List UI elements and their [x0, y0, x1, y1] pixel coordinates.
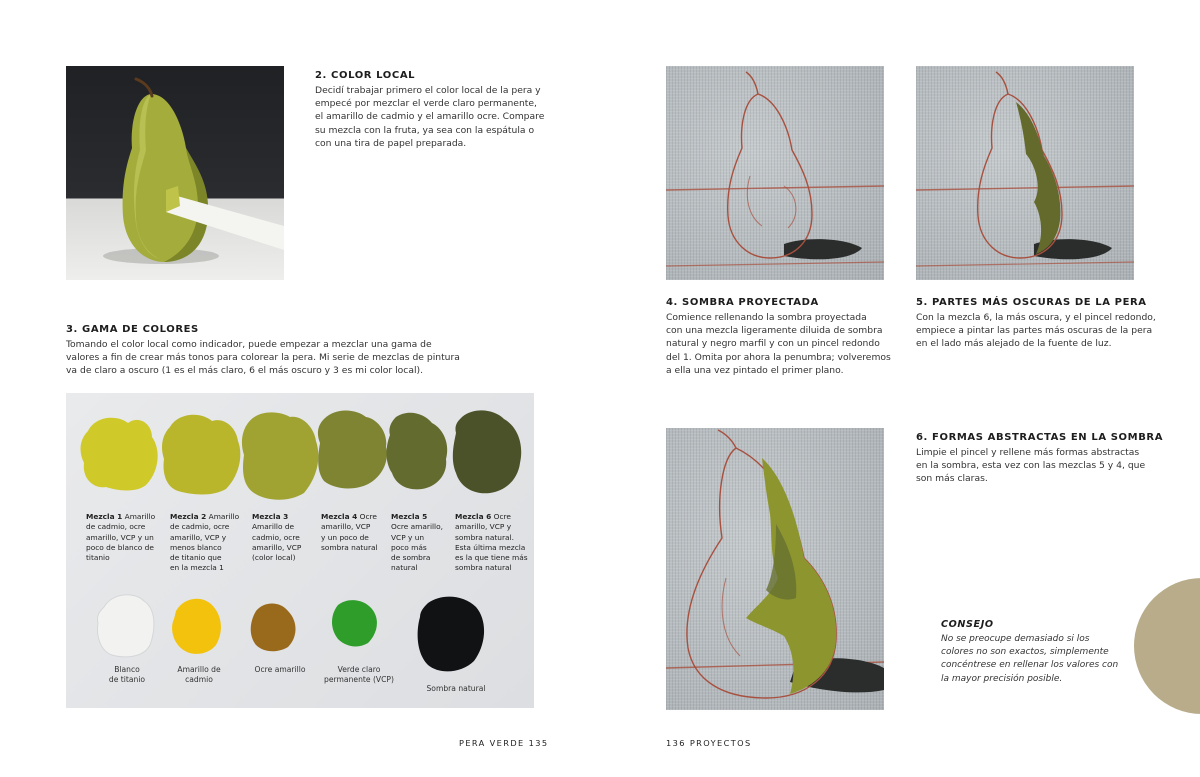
mix-4-swatch	[318, 411, 387, 489]
caption-line: poco de blanco de	[86, 542, 154, 552]
tip-text	[941, 633, 1121, 686]
section-6-text	[916, 446, 1156, 486]
section-4-heading: 4. SOMBRA PROYECTADA	[666, 297, 819, 308]
caption-line: Mezcla 3	[252, 512, 289, 521]
decorative-circle	[1134, 578, 1200, 714]
section-4-text	[666, 311, 896, 377]
text-line: la mayor precisión posible.	[941, 673, 1063, 684]
caption-line: Mezcla 2 Amarillo	[170, 512, 240, 521]
mix-2-swatch	[162, 415, 240, 495]
raw-umber-blob	[418, 597, 484, 672]
caption-line: de sombra	[391, 553, 431, 563]
section-6-heading: 6. FORMAS ABSTRACTAS EN LA SOMBRA	[916, 432, 1164, 443]
text-line: No se preocupe demasiado si los	[941, 634, 1090, 644]
caption-line: VCP y un	[391, 532, 425, 542]
step-4-canvas-photo	[666, 66, 884, 280]
text-line: Con la mezcla 6, la más oscura, y el pincel redondo,	[916, 312, 1156, 323]
caption-line: en la mezcla 1	[170, 563, 224, 573]
caption-line: Esta última mezcla	[455, 542, 526, 552]
raw-umber-caption	[416, 684, 496, 694]
text-line: en la sombra, esta vez con las mezclas 5 y 4, que	[916, 460, 1146, 472]
section-5-text	[916, 311, 1156, 351]
text-line: empecé por mezclar el verde claro permanente,	[315, 98, 537, 110]
mix-swatches	[66, 393, 534, 513]
cadmium-yellow-caption	[164, 665, 234, 686]
caption-line: Mezcla 4 Ocre	[321, 512, 377, 521]
text-line: su mezcla con la fruta, ya sea con la espátula o	[315, 124, 535, 136]
caption-line: Mezcla 6 Ocre	[455, 512, 511, 521]
caption-line: de cadmio, ocre	[170, 522, 230, 532]
caption-line: de titanio	[108, 675, 146, 685]
caption-line: Amarillo de	[177, 665, 221, 674]
pear-illustration	[66, 66, 284, 280]
mix-5-swatch	[387, 413, 448, 490]
yellow-ochre-blob	[251, 604, 296, 652]
section-2-text	[315, 84, 545, 150]
pear-sketch-dark-side	[916, 66, 1134, 280]
text-line: valores a fin de crear más tonos para colorear la pera. Mi serie de mezclas de pintura	[66, 352, 460, 364]
permanent-light-green-caption	[314, 665, 404, 686]
mix-1-caption	[86, 512, 166, 563]
caption-line: menos blanco	[170, 542, 222, 552]
caption-line: poco más	[391, 542, 427, 552]
right-page-folio: 136 PROYECTOS	[666, 738, 752, 748]
text-line: a ella una vez pintado el primer plano.	[666, 364, 844, 376]
mix-5-caption	[391, 512, 455, 574]
caption-line: Ocre amarillo	[254, 665, 306, 674]
caption-line: Ocre amarillo,	[391, 522, 443, 532]
caption-line: sombra natural	[455, 563, 512, 573]
titanium-white-caption	[92, 665, 162, 686]
caption-line: amarillo, VCP	[252, 542, 302, 552]
caption-line: Sombra natural	[426, 684, 486, 693]
mix-6-swatch	[453, 410, 521, 493]
caption-line: amarillo, VCP y	[170, 532, 227, 542]
mix-2-caption	[170, 512, 248, 574]
text-line: con una mezcla ligeramente diluida de sombra	[666, 325, 883, 337]
caption-line: sombra natural.	[455, 532, 514, 542]
text-line: el amarillo de cadmio y el amarillo ocre. Compare	[315, 111, 545, 123]
text-line: empiece a pintar las partes más oscuras de la pera	[916, 325, 1153, 337]
pear-color-check-photo	[66, 66, 284, 280]
caption-line: amarillo, VCP y	[455, 522, 512, 532]
mix-3-caption	[252, 512, 322, 563]
text-line: Tomando el color local como indicador, puede empezar a mezclar una gama de	[66, 339, 432, 350]
left-page-folio: PERA VERDE 135	[459, 738, 549, 748]
caption-line: de titanio que	[170, 553, 222, 563]
caption-line: Blanco	[114, 665, 140, 674]
caption-line: (color local)	[252, 553, 296, 563]
caption-line: permanente (VCP)	[324, 675, 394, 685]
caption-line: amarillo, VCP y un	[86, 532, 154, 542]
mix-6-caption	[455, 512, 533, 574]
text-line: natural y negro marfil y con un pincel redondo	[666, 338, 880, 350]
cadmium-yellow-blob	[172, 599, 221, 654]
tip-title: CONSEJO	[941, 619, 994, 630]
text-line: son más claras.	[916, 473, 988, 485]
text-line: con una tira de papel preparada.	[315, 137, 467, 149]
text-line: colores no son exactos, simplemente	[941, 647, 1109, 658]
mix-3-swatch	[242, 412, 318, 499]
caption-line: cadmio, ocre	[252, 532, 300, 542]
caption-line: Mezcla 5	[391, 512, 428, 521]
caption-line: amarillo, VCP	[321, 522, 371, 532]
text-line: Limpie el pincel y rellene más formas abstractas	[916, 447, 1140, 458]
caption-line: es la que tiene más	[455, 553, 528, 563]
text-line: del 1. Omita por ahora la penumbra; volveremos	[666, 351, 891, 363]
mix-1-swatch	[81, 418, 158, 491]
color-range-photo	[66, 393, 534, 708]
caption-line: de cadmio, ocre	[86, 522, 146, 532]
step-6-canvas-photo	[666, 428, 884, 710]
text-line: Comience rellenando la sombra proyectada	[666, 312, 867, 323]
titanium-white-blob	[97, 595, 153, 657]
caption-line: Amarillo de	[252, 522, 295, 532]
text-line: va de claro a oscuro (1 es el más claro, 6 el más oscuro y 3 es mi color local).	[66, 365, 424, 377]
mix-4-caption	[321, 512, 389, 553]
text-line: en el lado más alejado de la fuente de luz.	[916, 338, 1112, 350]
section-5-heading: 5. PARTES MÁS OSCURAS DE LA PERA	[916, 297, 1147, 308]
text-line: Decidí trabajar primero el color local de la pera y	[315, 85, 541, 96]
section-3-text	[66, 338, 506, 378]
caption-line: cadmio	[185, 675, 213, 685]
text-line: concéntrese en rellenar los valores con	[941, 660, 1119, 671]
caption-line: Mezcla 1 Amarillo	[86, 512, 156, 521]
pear-sketch-cast-shadow	[666, 66, 884, 280]
section-3-heading: 3. GAMA DE COLORES	[66, 324, 199, 335]
caption-line: titanio	[86, 553, 110, 563]
caption-line: natural	[391, 563, 418, 573]
step-5-canvas-photo	[916, 66, 1134, 280]
caption-line: y un poco de	[321, 532, 369, 542]
caption-line: Verde claro	[337, 665, 381, 674]
yellow-ochre-caption	[242, 665, 318, 675]
permanent-light-green-blob	[332, 600, 377, 646]
caption-line: sombra natural	[321, 542, 378, 552]
section-2-heading: 2. COLOR LOCAL	[315, 70, 416, 81]
pear-sketch-abstract-shapes	[666, 428, 884, 710]
